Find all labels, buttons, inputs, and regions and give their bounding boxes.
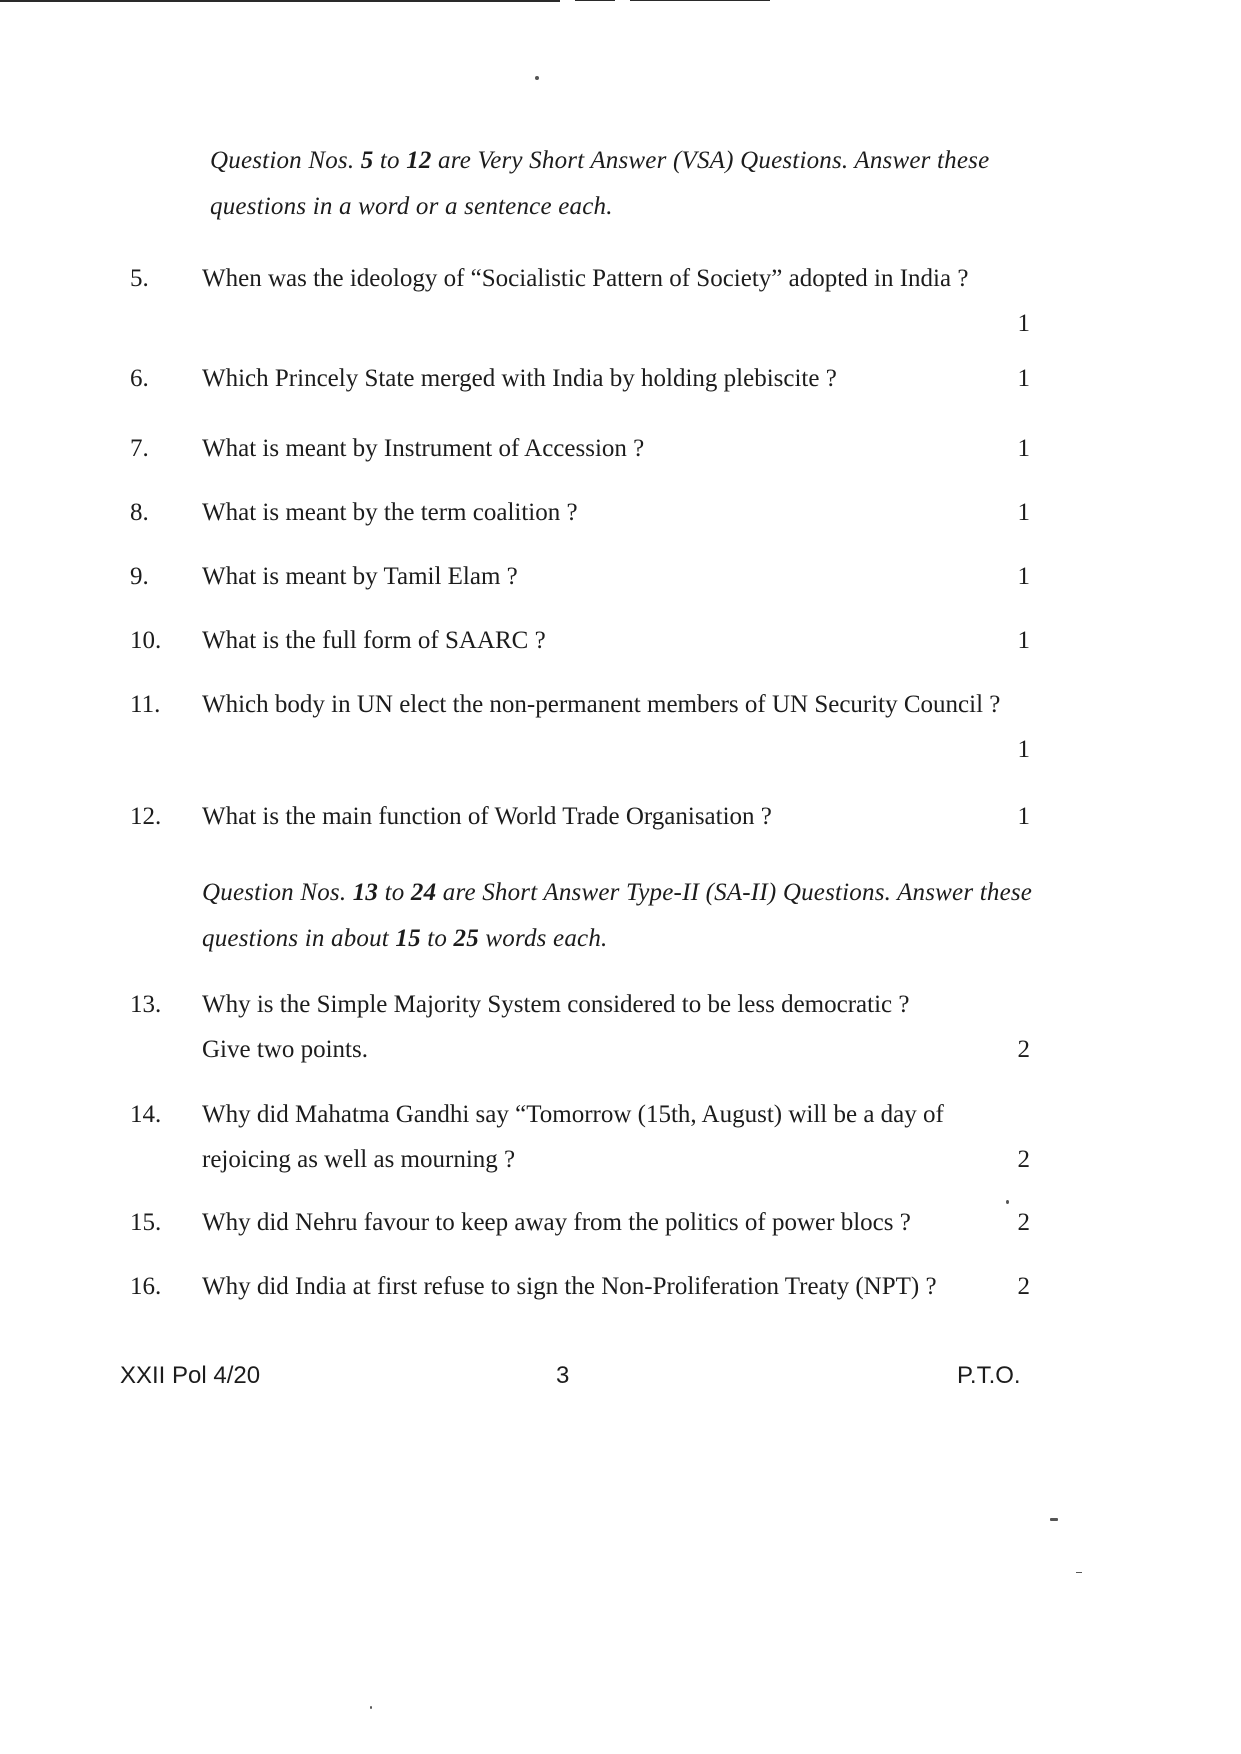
question-marks: 1 <box>1017 310 1030 337</box>
question-number: 15. <box>130 1209 162 1236</box>
top-rule <box>630 0 770 1</box>
question-number: 14. <box>130 1101 162 1128</box>
top-rule <box>0 0 560 2</box>
section-instruction-vsa: Question Nos. 5 to 12 are Very Short Answer (VSA) Questions. Answer these questions in a word or a sentence each. <box>210 147 990 220</box>
question-marks: 2 <box>1017 1146 1030 1173</box>
question-text: What is the full form of SAARC ? <box>202 627 546 654</box>
scan-speck <box>1050 1518 1058 1521</box>
question-text: Why did Nehru favour to keep away from the politics of power blocs ? <box>202 1209 911 1236</box>
question-text: Why did Mahatma Gandhi say “Tomorrow (15th, August) will be a day of rejoicing as well as mourning ? <box>202 1101 944 1173</box>
paper-code: XXII Pol 4/20 <box>120 1362 261 1389</box>
question-text: Why did India at first refuse to sign the Non-Proliferation Treaty (NPT) ? <box>202 1273 937 1300</box>
question-marks: 2 <box>1017 1273 1030 1300</box>
question-marks: 1 <box>1017 499 1030 526</box>
question-marks: 1 <box>1017 803 1030 830</box>
question-number: 10. <box>130 627 162 654</box>
question-text: What is the main function of World Trade Organisation ? <box>202 803 772 830</box>
question-text: Which body in UN elect the non-permanent members of UN Security Council ? <box>202 691 1001 718</box>
question-marks: 2 <box>1017 1036 1030 1063</box>
question-text: What is meant by Instrument of Accession ? <box>202 435 645 462</box>
top-rule <box>575 0 615 1</box>
scan-speck <box>1076 1572 1082 1573</box>
scan-speck <box>370 1706 372 1709</box>
question-text: Why is the Simple Majority System considered to be less democratic ? Give two points. <box>202 991 910 1063</box>
question-marks: 1 <box>1017 563 1030 590</box>
question-number: 13. <box>130 991 162 1018</box>
page-number: 3 <box>556 1362 570 1389</box>
question-marks: 2 <box>1017 1209 1030 1236</box>
question-text: When was the ideology of “Socialistic Pattern of Society” adopted in India ? <box>202 265 969 292</box>
question-text: Which Princely State merged with India by holding plebiscite ? <box>202 365 837 392</box>
question-text: What is meant by Tamil Elam ? <box>202 563 518 590</box>
question-number: 8. <box>130 499 149 526</box>
question-number: 9. <box>130 563 149 590</box>
question-number: 5. <box>130 265 149 292</box>
question-number: 12. <box>130 803 162 830</box>
question-marks: 1 <box>1017 736 1030 763</box>
question-number: 16. <box>130 1273 162 1300</box>
question-number: 6. <box>130 365 149 392</box>
question-marks: 1 <box>1017 435 1030 462</box>
question-marks: 1 <box>1017 365 1030 392</box>
scan-speck <box>535 76 539 80</box>
question-number: 11. <box>130 691 161 718</box>
question-number: 7. <box>130 435 149 462</box>
question-text: What is meant by the term coalition ? <box>202 499 578 526</box>
pto-note: P.T.O. <box>957 1362 1021 1389</box>
section-instruction-sa2: Question Nos. 13 to 24 are Short Answer Type-II (SA-II) Questions. Answer these questions in about 15 to 25 words each. <box>202 879 1033 952</box>
question-marks: 1 <box>1017 627 1030 654</box>
scan-speck <box>1006 1200 1009 1204</box>
